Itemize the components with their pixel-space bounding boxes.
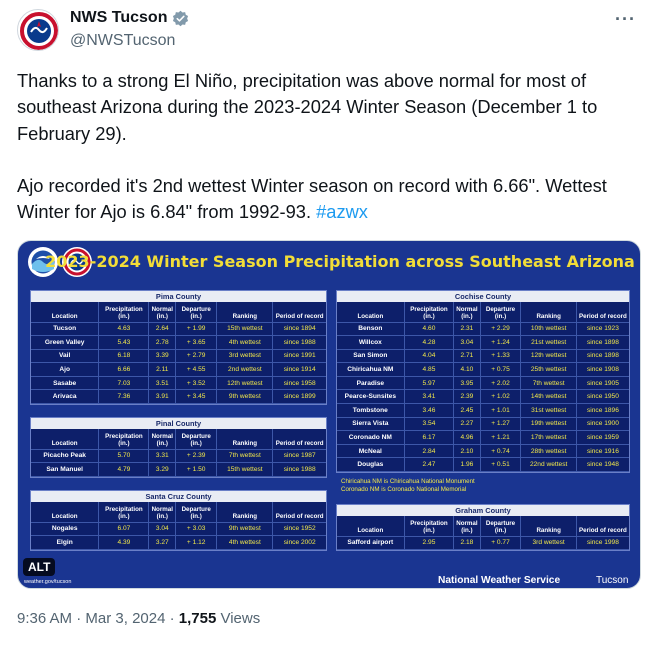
graham-county-table — [336, 504, 630, 551]
value-cell: 9th wettest — [217, 522, 273, 536]
value-cell: since 1958 — [273, 376, 326, 390]
table-row — [337, 404, 629, 418]
table-row — [337, 390, 629, 404]
meta-separator-2: · — [165, 610, 179, 627]
value-cell: 15th wettest — [217, 322, 273, 336]
value-cell: + 0.51 — [480, 458, 521, 472]
value-cell: 6.07 — [99, 522, 149, 536]
table-row — [337, 322, 629, 336]
location-cell: Picacho Peak — [31, 449, 99, 463]
value-cell: 3.04 — [149, 522, 176, 536]
value-cell: 31st wettest — [521, 404, 576, 418]
value-cell: + 0.75 — [480, 363, 521, 377]
tweet-meta — [17, 610, 260, 627]
table-row — [337, 376, 629, 390]
views-label: Views — [216, 610, 261, 627]
precip-table — [337, 302, 629, 472]
meta-separator: · — [72, 610, 86, 627]
value-cell: 3.41 — [404, 390, 454, 404]
value-cell: since 1952 — [273, 522, 326, 536]
column-header: Ranking — [521, 516, 576, 536]
value-cell: 3.95 — [454, 376, 480, 390]
value-cell: 3.91 — [149, 390, 176, 404]
column-header: Normal (in.) — [454, 516, 480, 536]
location-cell: Ajo — [31, 363, 99, 377]
footnote-line-1: Chiricahua NM is Chiricahua National Monument — [341, 478, 475, 485]
agency-name: National Weather Service — [438, 575, 561, 586]
location-cell: Elgin — [31, 536, 99, 550]
column-header: Normal (in.) — [149, 429, 176, 449]
table-row — [31, 376, 326, 390]
display-name[interactable]: NWS Tucson — [70, 9, 168, 26]
column-header: Normal (in.) — [149, 302, 176, 322]
table-row — [337, 417, 629, 431]
value-cell: 22nd wettest — [521, 458, 576, 472]
value-cell: 4.60 — [404, 322, 454, 336]
header-row — [31, 302, 326, 322]
tweet-date[interactable]: Mar 3, 2024 — [85, 610, 166, 627]
value-cell: 4.04 — [404, 349, 454, 363]
value-cell: 5.43 — [99, 336, 149, 350]
verified-badge-icon — [172, 10, 189, 27]
column-header: Period of record — [576, 302, 629, 322]
alt-text-button[interactable]: ALT — [23, 558, 55, 576]
column-header: Location — [31, 429, 99, 449]
location-cell: Green Valley — [31, 336, 99, 350]
value-cell: 4.63 — [99, 322, 149, 336]
value-cell: + 0.77 — [480, 536, 521, 550]
column-header: Period of record — [576, 516, 629, 536]
value-cell: + 1.12 — [176, 536, 217, 550]
footnote-line-2: Coronado NM is Coronado National Memorial — [341, 486, 467, 493]
location-cell: Willcox — [337, 336, 404, 350]
value-cell: since 1959 — [576, 431, 629, 445]
value-cell: + 2.02 — [480, 376, 521, 390]
tweet-image[interactable] — [17, 240, 641, 589]
value-cell: since 1898 — [576, 349, 629, 363]
value-cell: 4.39 — [99, 536, 149, 550]
value-cell: since 1896 — [576, 404, 629, 418]
value-cell: 3.04 — [454, 336, 480, 350]
value-cell: 4th wettest — [217, 536, 273, 550]
location-cell: Sierra Vista — [337, 417, 404, 431]
footnote — [341, 478, 475, 494]
handle[interactable]: @NWSTucson — [70, 32, 176, 49]
value-cell: + 3.65 — [176, 336, 217, 350]
tweet-paragraph-2 — [17, 173, 647, 226]
value-cell: since 1914 — [273, 363, 326, 377]
location-cell: Nogales — [31, 522, 99, 536]
column-header: Precipitation (in.) — [404, 302, 454, 322]
value-cell: 3.27 — [149, 536, 176, 550]
value-cell: since 1899 — [273, 390, 326, 404]
county-title: Pima County — [31, 291, 326, 302]
location-cell: Pearce-Sunsites — [337, 390, 404, 404]
value-cell: 2.39 — [454, 390, 480, 404]
value-cell: 7th wettest — [521, 376, 576, 390]
value-cell: since 1998 — [576, 536, 629, 550]
value-cell: since 1900 — [576, 417, 629, 431]
table-row — [31, 349, 326, 363]
value-cell: 7.03 — [99, 376, 149, 390]
value-cell: + 3.03 — [176, 522, 217, 536]
header-row — [337, 302, 629, 322]
value-cell: since 1898 — [576, 336, 629, 350]
table-row — [31, 322, 326, 336]
value-cell: + 1.33 — [480, 349, 521, 363]
column-header: Departure (in.) — [480, 516, 521, 536]
value-cell: since 1987 — [273, 449, 326, 463]
avatar[interactable] — [17, 9, 59, 51]
value-cell: + 3.52 — [176, 376, 217, 390]
table-row — [31, 522, 326, 536]
column-header: Ranking — [217, 429, 273, 449]
value-cell: 7th wettest — [217, 449, 273, 463]
tweet-text — [17, 68, 647, 225]
value-cell: 2.95 — [404, 536, 454, 550]
value-cell: 4.85 — [404, 363, 454, 377]
column-header: Precipitation (in.) — [99, 502, 149, 522]
value-cell: 25th wettest — [521, 363, 576, 377]
nws-logo-icon — [18, 10, 59, 51]
column-header: Ranking — [521, 302, 576, 322]
location-cell: Tombstone — [337, 404, 404, 418]
table-row — [31, 363, 326, 377]
location-cell: Safford airport — [337, 536, 404, 550]
table-row — [31, 536, 326, 550]
table-row — [31, 463, 326, 477]
column-header: Normal (in.) — [149, 502, 176, 522]
value-cell: + 1.01 — [480, 404, 521, 418]
value-cell: 14th wettest — [521, 390, 576, 404]
value-cell: 2.10 — [454, 444, 480, 458]
value-cell: 3.46 — [404, 404, 454, 418]
value-cell: 15th wettest — [217, 463, 273, 477]
value-cell: 19th wettest — [521, 417, 576, 431]
value-cell: 4.28 — [404, 336, 454, 350]
county-title: Santa Cruz County — [31, 491, 326, 502]
table-row — [337, 536, 629, 550]
location-cell: Sasabe — [31, 376, 99, 390]
table-row — [337, 336, 629, 350]
value-cell: 2.78 — [149, 336, 176, 350]
value-cell: + 1.99 — [176, 322, 217, 336]
source-url: weather.gov/tucson — [24, 579, 72, 585]
value-cell: 6.17 — [404, 431, 454, 445]
value-cell: 2.47 — [404, 458, 454, 472]
county-title: Cochise County — [337, 291, 629, 302]
location-cell: San Manuel — [31, 463, 99, 477]
image-title: 2023-2024 Winter Season Precipitation across Southeast Arizona — [45, 252, 635, 271]
location-cell: Coronado NM — [337, 431, 404, 445]
column-header: Location — [31, 302, 99, 322]
value-cell: since 1948 — [576, 458, 629, 472]
pinal-county-table — [30, 417, 327, 478]
value-cell: + 0.74 — [480, 444, 521, 458]
value-cell: 3rd wettest — [217, 349, 273, 363]
column-header: Precipitation (in.) — [404, 516, 454, 536]
value-cell: 2.27 — [454, 417, 480, 431]
more-options-icon[interactable]: ··· — [615, 9, 636, 29]
location-cell: Vail — [31, 349, 99, 363]
value-cell: 3.54 — [404, 417, 454, 431]
views-count: 1,755 — [178, 610, 217, 627]
value-cell: + 1.24 — [480, 336, 521, 350]
value-cell: + 1.02 — [480, 390, 521, 404]
tweet-paragraph-2-text: Ajo recorded it's 2nd wettest Winter season on record with 6.66". Wettest Winter for Ajo is 6.84" from 1992-93. — [17, 174, 607, 223]
column-header: Ranking — [217, 302, 273, 322]
value-cell: 2.18 — [454, 536, 480, 550]
value-cell: since 1988 — [273, 463, 326, 477]
value-cell: 2.31 — [454, 322, 480, 336]
hashtag-link[interactable]: #azwx — [316, 201, 368, 223]
column-header: Location — [337, 516, 404, 536]
value-cell: 4.10 — [454, 363, 480, 377]
value-cell: 2.84 — [404, 444, 454, 458]
header-row — [31, 429, 326, 449]
value-cell: + 3.45 — [176, 390, 217, 404]
location-cell: McNeal — [337, 444, 404, 458]
value-cell: 6.18 — [99, 349, 149, 363]
value-cell: 12th wettest — [217, 376, 273, 390]
precip-table — [31, 302, 326, 404]
column-header: Period of record — [273, 502, 326, 522]
value-cell: 21st wettest — [521, 336, 576, 350]
tweet-paragraph-1: Thanks to a strong El Niño, precipitation was above normal for most of southeast Arizona during the 2023-2024 Winter Season (December 1 to February 29). — [17, 70, 598, 144]
column-header: Departure (in.) — [176, 302, 217, 322]
cochise-county-table — [336, 290, 630, 473]
table-row — [337, 458, 629, 472]
office-name: Tucson — [596, 575, 629, 586]
image-header — [18, 241, 641, 285]
table-row — [337, 444, 629, 458]
value-cell: 2nd wettest — [217, 363, 273, 377]
value-cell: since 1923 — [576, 322, 629, 336]
value-cell: 2.11 — [149, 363, 176, 377]
precip-table — [31, 502, 326, 550]
column-header: Period of record — [273, 302, 326, 322]
value-cell: 10th wettest — [521, 322, 576, 336]
value-cell: 28th wettest — [521, 444, 576, 458]
value-cell: 9th wettest — [217, 390, 273, 404]
column-header: Location — [31, 502, 99, 522]
table-row — [337, 363, 629, 377]
santa-cruz-county-table — [30, 490, 327, 551]
table-row — [337, 349, 629, 363]
value-cell: 3.29 — [149, 463, 176, 477]
value-cell: 5.97 — [404, 376, 454, 390]
value-cell: 3.31 — [149, 449, 176, 463]
value-cell: 2.64 — [149, 322, 176, 336]
value-cell: + 2.79 — [176, 349, 217, 363]
value-cell: 4th wettest — [217, 336, 273, 350]
table-row — [31, 449, 326, 463]
value-cell: 2.71 — [454, 349, 480, 363]
column-header: Precipitation (in.) — [99, 302, 149, 322]
value-cell: 17th wettest — [521, 431, 576, 445]
value-cell: 4.79 — [99, 463, 149, 477]
value-cell: + 1.27 — [480, 417, 521, 431]
value-cell: since 1916 — [576, 444, 629, 458]
location-cell: Arivaca — [31, 390, 99, 404]
value-cell: 5.70 — [99, 449, 149, 463]
column-header: Departure (in.) — [176, 429, 217, 449]
table-row — [31, 336, 326, 350]
table-row — [337, 431, 629, 445]
value-cell: since 2002 — [273, 536, 326, 550]
column-header: Departure (in.) — [176, 502, 217, 522]
column-header: Ranking — [217, 502, 273, 522]
column-header: Location — [337, 302, 404, 322]
value-cell: + 1.21 — [480, 431, 521, 445]
location-cell: Benson — [337, 322, 404, 336]
pima-county-table — [30, 290, 327, 405]
column-header: Precipitation (in.) — [99, 429, 149, 449]
value-cell: 2.45 — [454, 404, 480, 418]
column-header: Departure (in.) — [480, 302, 521, 322]
value-cell: 3.39 — [149, 349, 176, 363]
county-title: Pinal County — [31, 418, 326, 429]
value-cell: 6.66 — [99, 363, 149, 377]
header-row — [337, 516, 629, 536]
county-title: Graham County — [337, 505, 629, 516]
value-cell: 1.96 — [454, 458, 480, 472]
value-cell: since 1908 — [576, 363, 629, 377]
location-cell: Chiricahua NM — [337, 363, 404, 377]
value-cell: + 2.39 — [176, 449, 217, 463]
value-cell: since 1905 — [576, 376, 629, 390]
value-cell: 3rd wettest — [521, 536, 576, 550]
header-row — [31, 502, 326, 522]
column-header: Period of record — [273, 429, 326, 449]
precip-table — [31, 429, 326, 477]
location-cell: Douglas — [337, 458, 404, 472]
table-row — [31, 390, 326, 404]
value-cell: + 1.50 — [176, 463, 217, 477]
value-cell: since 1894 — [273, 322, 326, 336]
value-cell: 7.36 — [99, 390, 149, 404]
column-header: Normal (in.) — [454, 302, 480, 322]
location-cell: San Simon — [337, 349, 404, 363]
value-cell: since 1950 — [576, 390, 629, 404]
value-cell: 12th wettest — [521, 349, 576, 363]
location-cell: Tucson — [31, 322, 99, 336]
location-cell: Paradise — [337, 376, 404, 390]
value-cell: 3.51 — [149, 376, 176, 390]
value-cell: since 1988 — [273, 336, 326, 350]
value-cell: 4.96 — [454, 431, 480, 445]
value-cell: since 1991 — [273, 349, 326, 363]
value-cell: + 2.29 — [480, 322, 521, 336]
value-cell: + 4.55 — [176, 363, 217, 377]
precip-table — [337, 516, 629, 550]
tweet-time[interactable]: 9:36 AM — [17, 610, 73, 627]
